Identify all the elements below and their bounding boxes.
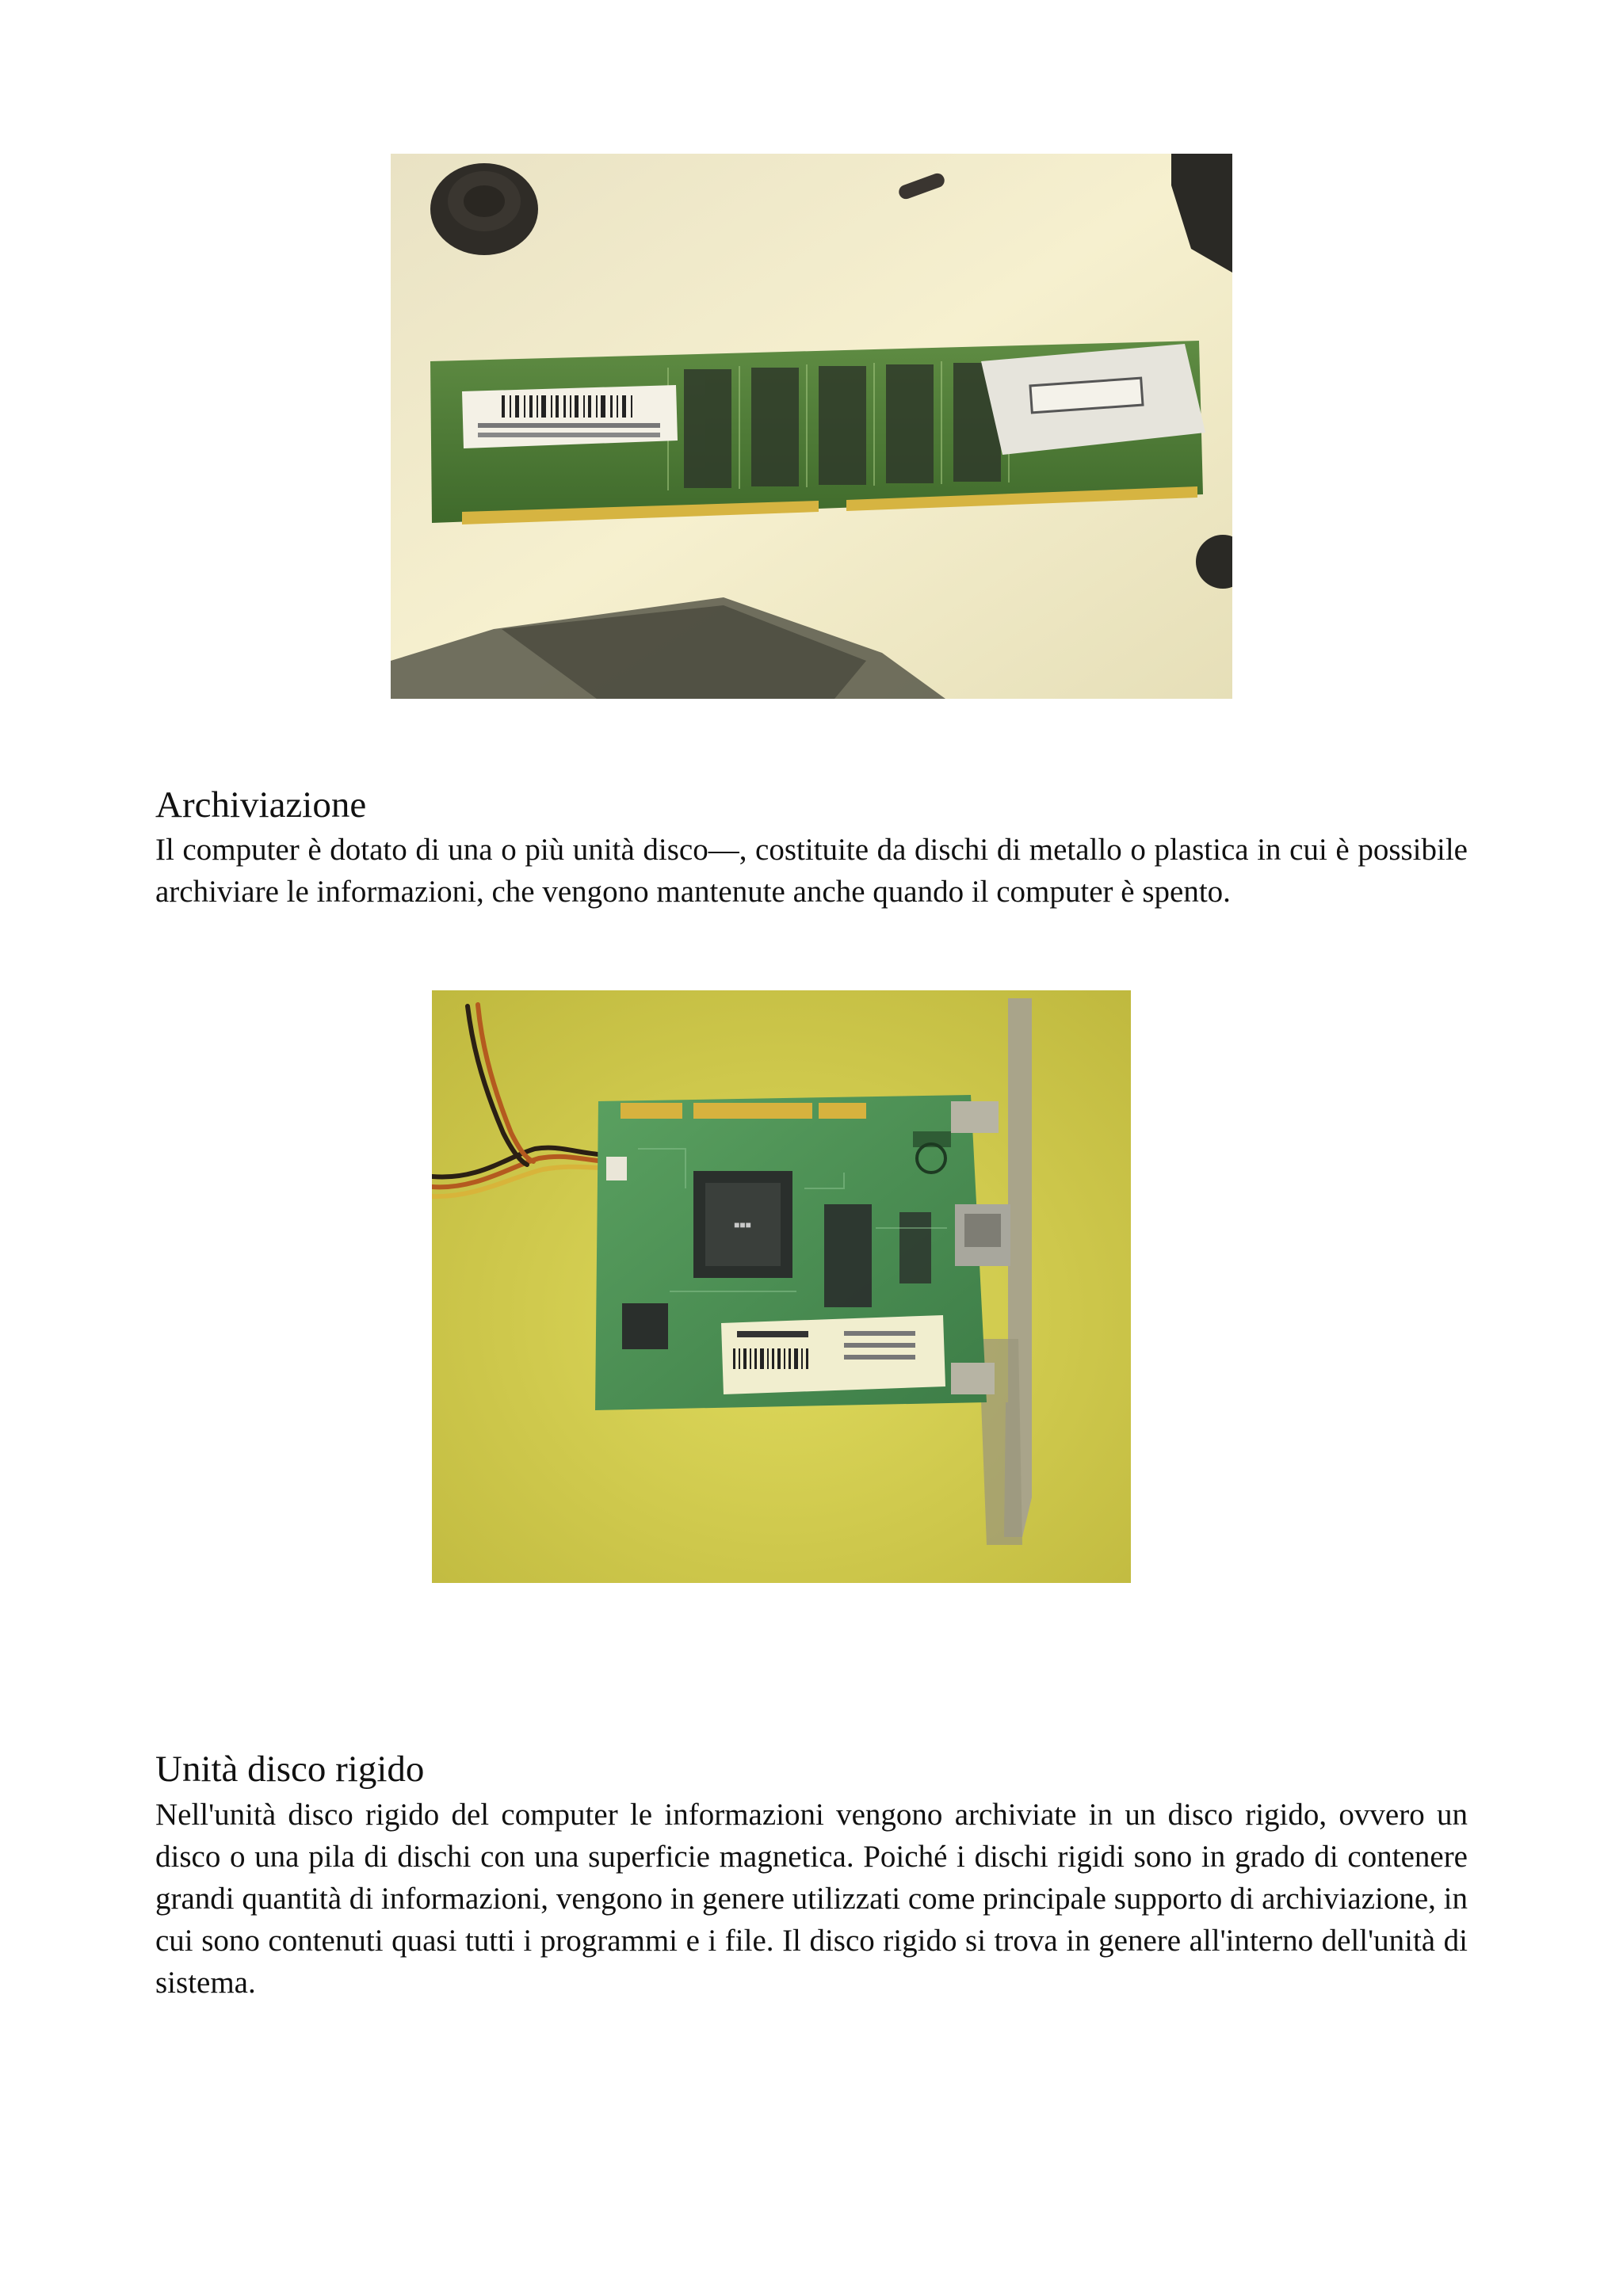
section-text-archiviazione: Il computer è dotato di una o più unità disco—, costituite da dischi di metallo o plastica in cui è possibile archiviare le informazioni, che vengono mantenute anche quando il computer è spento.	[155, 833, 1468, 909]
network-card-photo	[432, 990, 1131, 1583]
section-heading-archiviazione: Archiviazione	[155, 784, 367, 826]
section-text-unita-disco-rigido: Nell'unità disco rigido del computer le informazioni vengono archiviate in un disco rigido, ovvero un disco o una pila di dischi con una superficie magnetica. Poiché i dischi rigidi sono in grado di contenere grandi quantità di informazioni, vengono in genere utilizzati come principale supporto di archiviazione, in cui sono contenuti quasi tutti i programmi e i file. Il disco rigido si trova in genere all'interno dell'unità di sistema.	[155, 1798, 1468, 2000]
section-heading-unita-disco-rigido: Unità disco rigido	[155, 1749, 425, 1790]
network-card-illustration	[432, 990, 1131, 1583]
ram-module-photo	[391, 154, 1232, 699]
ram-module-illustration	[391, 154, 1232, 699]
svg-text:■■■: ■■■	[734, 1219, 751, 1230]
